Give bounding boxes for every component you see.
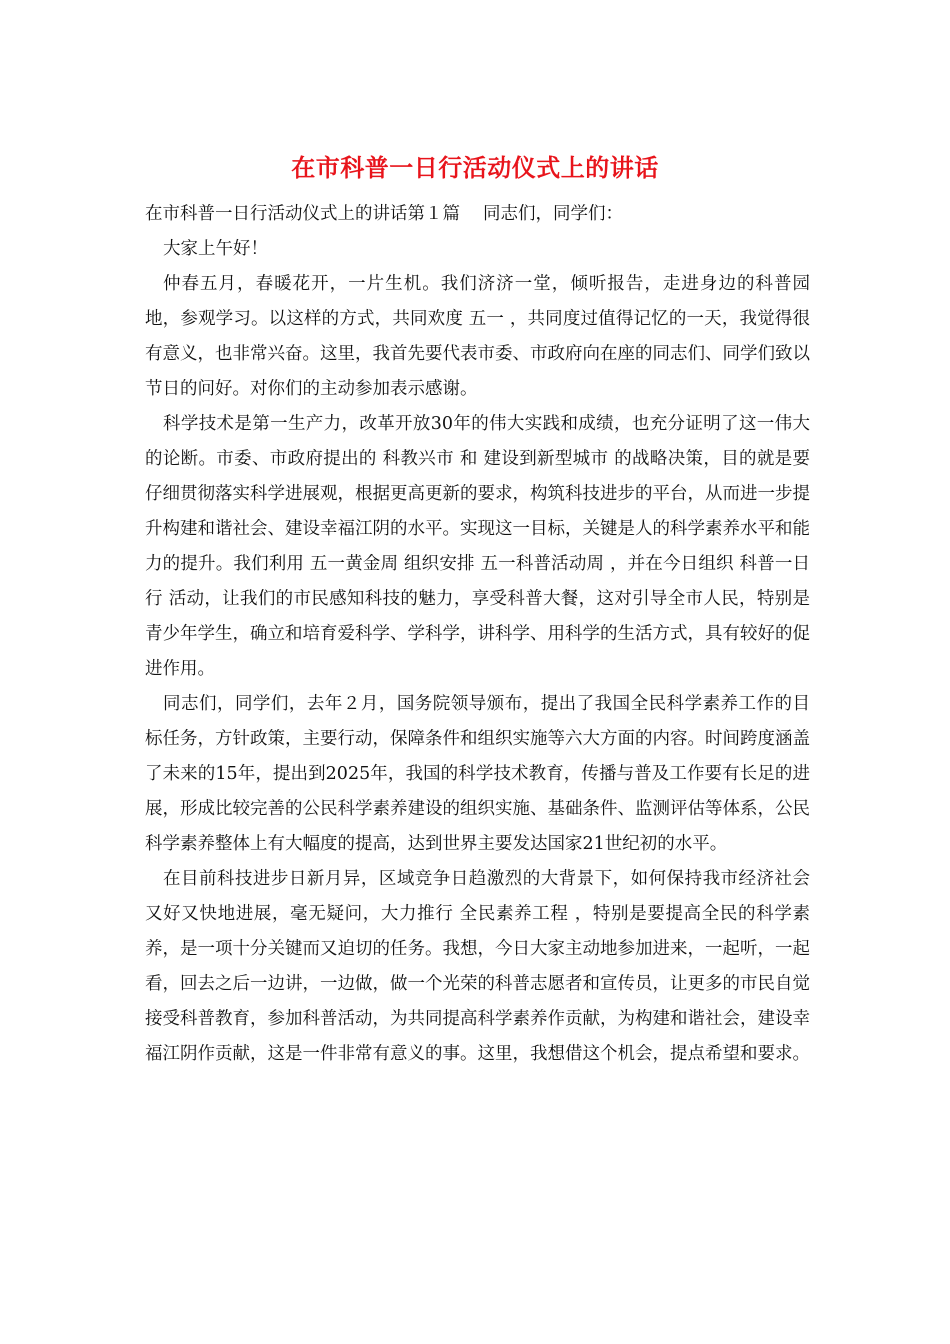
document-title: 在市科普一日行活动仪式上的讲话 bbox=[291, 153, 659, 182]
paragraph: 科学技术是第一生产力，改革开放30年的伟大实践和成绩，也充分证明了这一伟大的论断。市委、市政府提出的 科教兴市 和 建设到新型城市 的战略决策，目的就是要仔细贯彻落实科学进展观，根据更高更新的要求，构筑科技进步的平台，从而进一步提升构建和谐社会、建设幸福江阴的水平。实现这一目标，关键是人的科学素养水平和能力的提升。我们利用 五一黄金周 组织安排 五一科普活动周 ，并在今日组织 科普一日行 活动，让我们的市民感知科技的魅力，享受科普大餐，这对引导全市人民，特别是青少年学生，确立和培育爱科学、学科学，讲科学、用科学的生活方式，具有较好的促进作用。 bbox=[145, 414, 810, 679]
document-body bbox=[145, 197, 810, 1072]
paragraph-greeting: 大家上午好！ bbox=[163, 239, 268, 259]
paragraph: 仲春五月，春暖花开，一片生机。我们济济一堂，倾听报告，走进身边的科普园地，参观学习。以这样的方式，共同欢度 五一 ，共同度过值得记忆的一天，我觉得很有意义，也非常兴奋。这里，我首先要代表市委、市政府向在座的同志们、同学们致以节日的问好。对你们的主动参加表示感谢。 bbox=[145, 274, 810, 399]
paragraph-heading-line: 在市科普一日行活动仪式上的讲话第１篇 同志们，同学们： bbox=[145, 204, 624, 224]
paragraph: 同志们，同学们，去年２月，国务院领导颁布，提出了我国全民科学素养工作的目标任务，方针政策，主要行动，保障条件和组织实施等六大方面的内容。时间跨度涵盖了未来的15年，提出到2025年，我国的科学技术教育，传播与普及工作要有长足的进展，形成比较完善的公民科学素养建设的组织实施、基础条件、监测评估等体系，公民科学素养整体上有大幅度的提高，达到世界主要发达国家21世纪初的水平。 bbox=[145, 694, 810, 854]
paragraph: 在目前科技进步日新月异，区域竞争日趋激烈的大背景下，如何保持我市经济社会又好又快地进展，毫无疑问，大力推行 全民素养工程 ，特别是要提高全民的科学素养，是一项十分关键而又迫切的任务。我想，今日大家主动地参加进来，一起听，一起看，回去之后一边讲，一边做，做一个光荣的科普志愿者和宣传员，让更多的市民自觉接受科普教育，参加科普活动，为共同提高科学素养作贡献，为构建和谐社会，建设幸福江阴作贡献，这是一件非常有意义的事。这里，我想借这个机会，提点希望和要求。 bbox=[145, 869, 810, 1064]
